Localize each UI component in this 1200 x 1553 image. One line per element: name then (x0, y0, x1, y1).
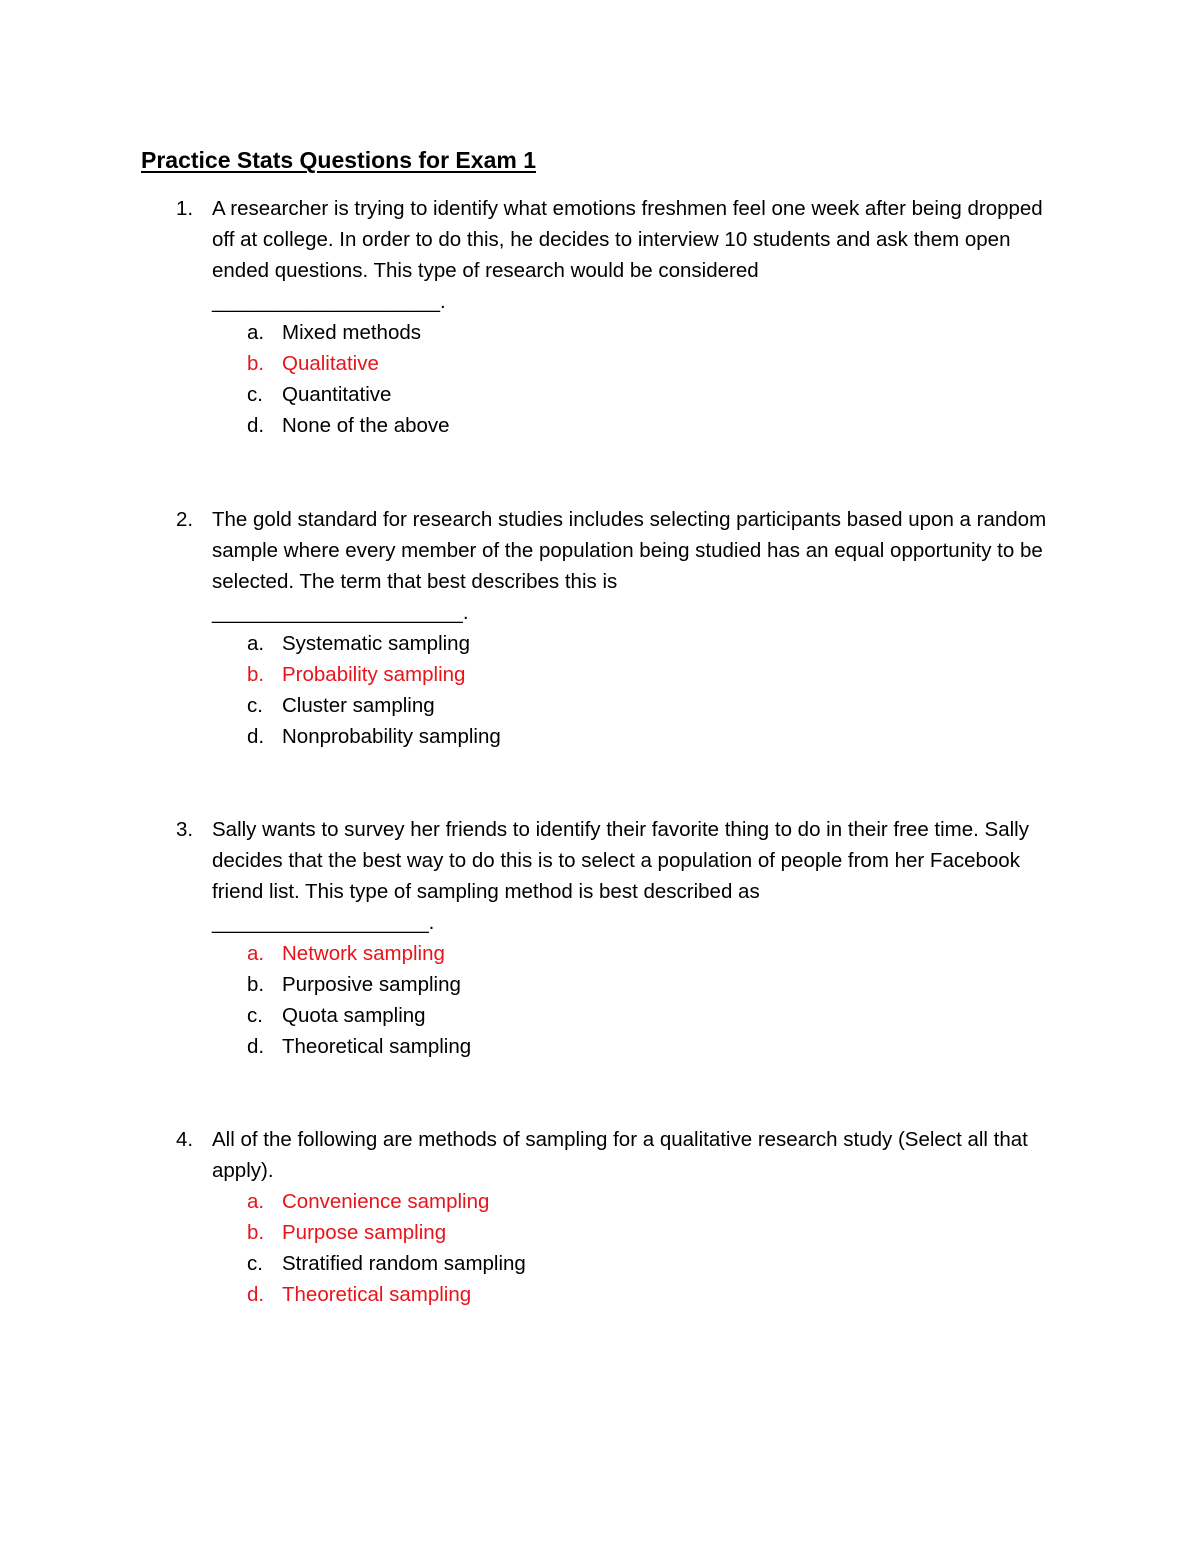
question-1 (176, 193, 1056, 441)
option-list (176, 317, 1056, 441)
option-c (176, 379, 1056, 410)
option-d (176, 410, 1056, 441)
option-c (176, 1000, 1056, 1031)
option-text: Theoretical sampling (282, 1283, 472, 1306)
option-letter: a. (247, 632, 265, 655)
question-2 (176, 504, 1056, 752)
option-text: Systematic sampling (282, 632, 470, 655)
question-number: 3. (176, 818, 194, 841)
question-text: Sally wants to survey her friends to identify their favorite thing to do in their free time. Sally decides that the best way to do this is to select a population of people from her Facebook friend list. This type of sampling method is best described as (212, 818, 1029, 903)
option-b (176, 969, 1056, 1000)
option-list (176, 1186, 1056, 1310)
option-letter: c. (247, 383, 263, 406)
option-letter: c. (247, 1004, 263, 1027)
option-letter: b. (247, 663, 265, 686)
answer-blank: ____________________. (212, 290, 446, 313)
option-letter: d. (247, 1035, 265, 1058)
option-b (176, 1217, 1056, 1248)
question-text: All of the following are methods of sampling for a qualitative research study (Select all that apply). (212, 1128, 1028, 1182)
option-d (176, 1279, 1056, 1310)
question-3 (176, 814, 1056, 1062)
option-letter: c. (247, 1252, 263, 1275)
option-a (176, 317, 1056, 348)
question-text: A researcher is trying to identify what emotions freshmen feel one week after being dropped off at college. In order to do this, he decides to interview 10 students and ask them open ended questions. This type of research would be considered (212, 197, 1043, 282)
option-text: Cluster sampling (282, 694, 435, 717)
option-text: Quota sampling (282, 1004, 426, 1027)
option-text: Purpose sampling (282, 1221, 447, 1244)
option-letter: a. (247, 321, 265, 344)
page-title: Practice Stats Questions for Exam 1 (141, 147, 536, 173)
option-list (176, 628, 1056, 752)
option-letter: d. (247, 725, 265, 748)
option-letter: a. (247, 942, 265, 965)
option-text: None of the above (282, 414, 450, 437)
option-text: Theoretical sampling (282, 1035, 472, 1058)
question-4 (176, 1124, 1056, 1310)
option-a (176, 1186, 1056, 1217)
option-text: Probability sampling (282, 663, 466, 686)
answer-blank: ______________________. (212, 601, 469, 624)
option-letter: b. (247, 352, 265, 375)
option-a (176, 938, 1056, 969)
option-letter: b. (247, 1221, 265, 1244)
option-text: Quantitative (282, 383, 392, 406)
answer-blank: ___________________. (212, 911, 435, 934)
option-text: Mixed methods (282, 321, 422, 344)
option-text: Qualitative (282, 352, 379, 375)
option-text: Network sampling (282, 942, 445, 965)
option-text: Purposive sampling (282, 973, 461, 996)
question-text: The gold standard for research studies includes selecting participants based upon a random sample where every member of the population being studied has an equal opportunity to be selected. The term that best describes this is (212, 508, 1047, 593)
question-number: 1. (176, 197, 194, 220)
option-c (176, 690, 1056, 721)
option-a (176, 628, 1056, 659)
option-b (176, 348, 1056, 379)
question-number: 4. (176, 1128, 194, 1151)
option-letter: d. (247, 1283, 265, 1306)
option-letter: d. (247, 414, 265, 437)
question-number: 2. (176, 508, 194, 531)
option-b (176, 659, 1056, 690)
option-text: Convenience sampling (282, 1190, 490, 1213)
option-text: Nonprobability sampling (282, 725, 501, 748)
option-c (176, 1248, 1056, 1279)
option-letter: a. (247, 1190, 265, 1213)
option-d (176, 721, 1056, 752)
option-letter: c. (247, 694, 263, 717)
option-list (176, 938, 1056, 1062)
option-text: Stratified random sampling (282, 1252, 526, 1275)
option-d (176, 1031, 1056, 1062)
option-letter: b. (247, 973, 265, 996)
